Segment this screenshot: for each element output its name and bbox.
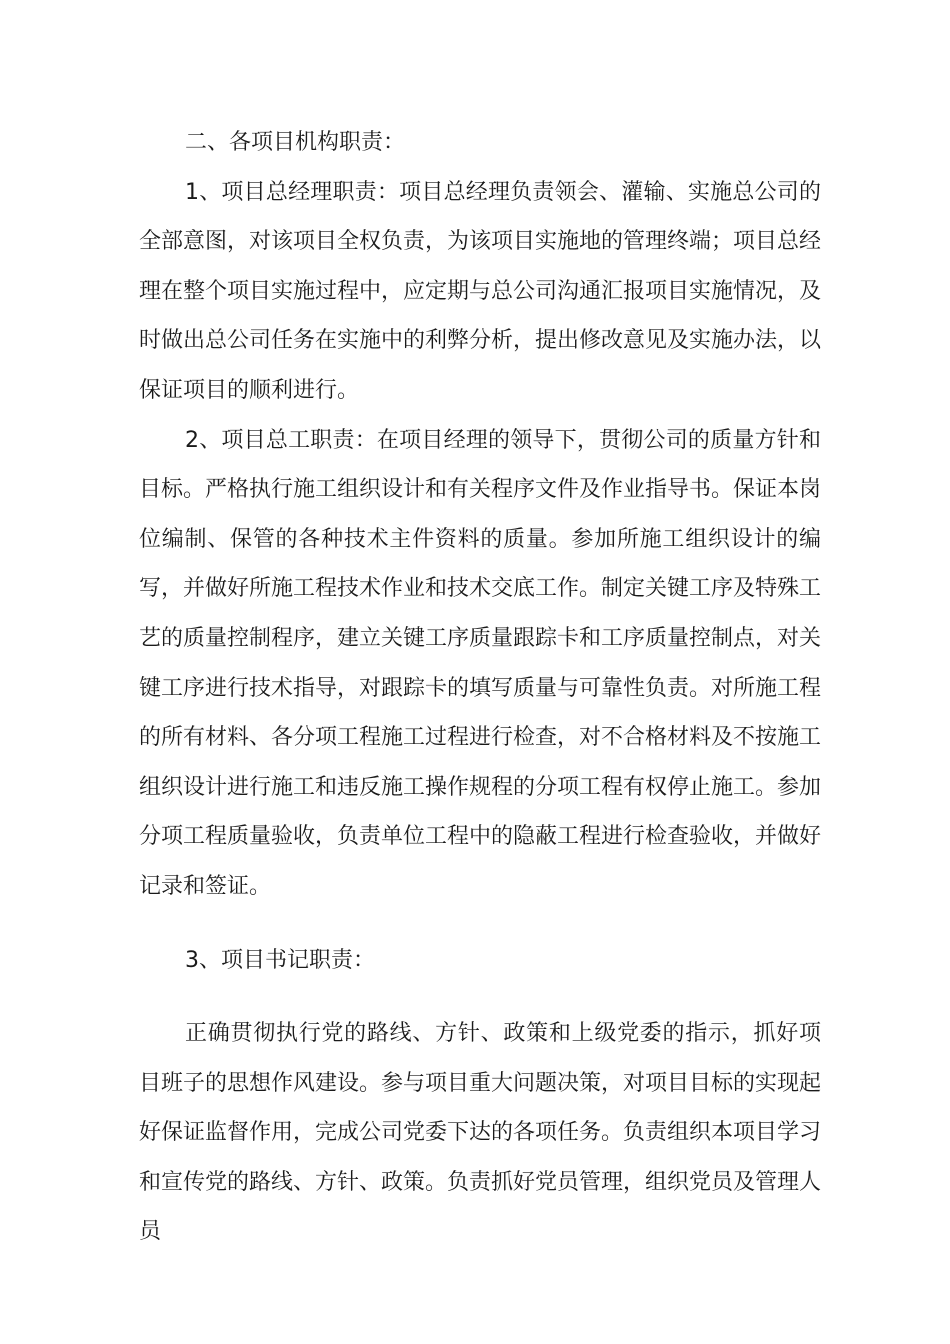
spacer xyxy=(139,985,821,1009)
spacer xyxy=(139,912,821,936)
subheading-project-secretary: 3、项目书记职责： xyxy=(185,947,375,973)
document-body xyxy=(139,118,821,1257)
paragraph-project-chief-engineer: 2、项目总工职责：在项目经理的领导下，贯彻公司的质量方针和目标。严格执行施工组织设计和有关程序文件及作业指导书。保证本岗位编制、保管的各种技术主件资料的质量。参加所施工组织设计的编写，并做好所施工程技术作业和技术交底工作。制定关键工序及特殊工艺的质量控制程序，建立关键工序质量跟踪卡和工序质量控制点，对关键工序进行技术指导，对跟踪卡的填写质量与可靠性负责。对所施工程的所有材料、各分项工程施工过程进行检查，对不合格材料及不按施工组织设计进行施工和违反施工操作规程的分项工程有权停止施工。参加分项工程质量验收，负责单位工程中的隐蔽工程进行检查验收，并做好记录和签证。 xyxy=(139,427,822,899)
paragraph-project-secretary: 正确贯彻执行党的路线、方针、政策和上级党委的指示，抓好项目班子的思想作风建设。参与项目重大问题决策，对项目目标的实现起好保证监督作用，完成公司党委下达的各项任务。负责组织本项目学习和宣传党的路线、方针、政策。负责抓好党员管理，组织党员及管理人员 xyxy=(139,1021,822,1245)
section-heading: 二、各项目机构职责： xyxy=(185,130,406,155)
paragraph-project-general-manager: 1、项目总经理职责：项目总经理负责领会、灌输、实施总公司的全部意图，对该项目全权负责，为该项目实施地的管理终端；项目总经理在整个项目实施过程中，应定期与总公司沟通汇报项目实施情况，及时做出总公司任务在实施中的利弊分析，提出修改意见及实施办法，以保证项目的顺利进行。 xyxy=(139,179,822,403)
